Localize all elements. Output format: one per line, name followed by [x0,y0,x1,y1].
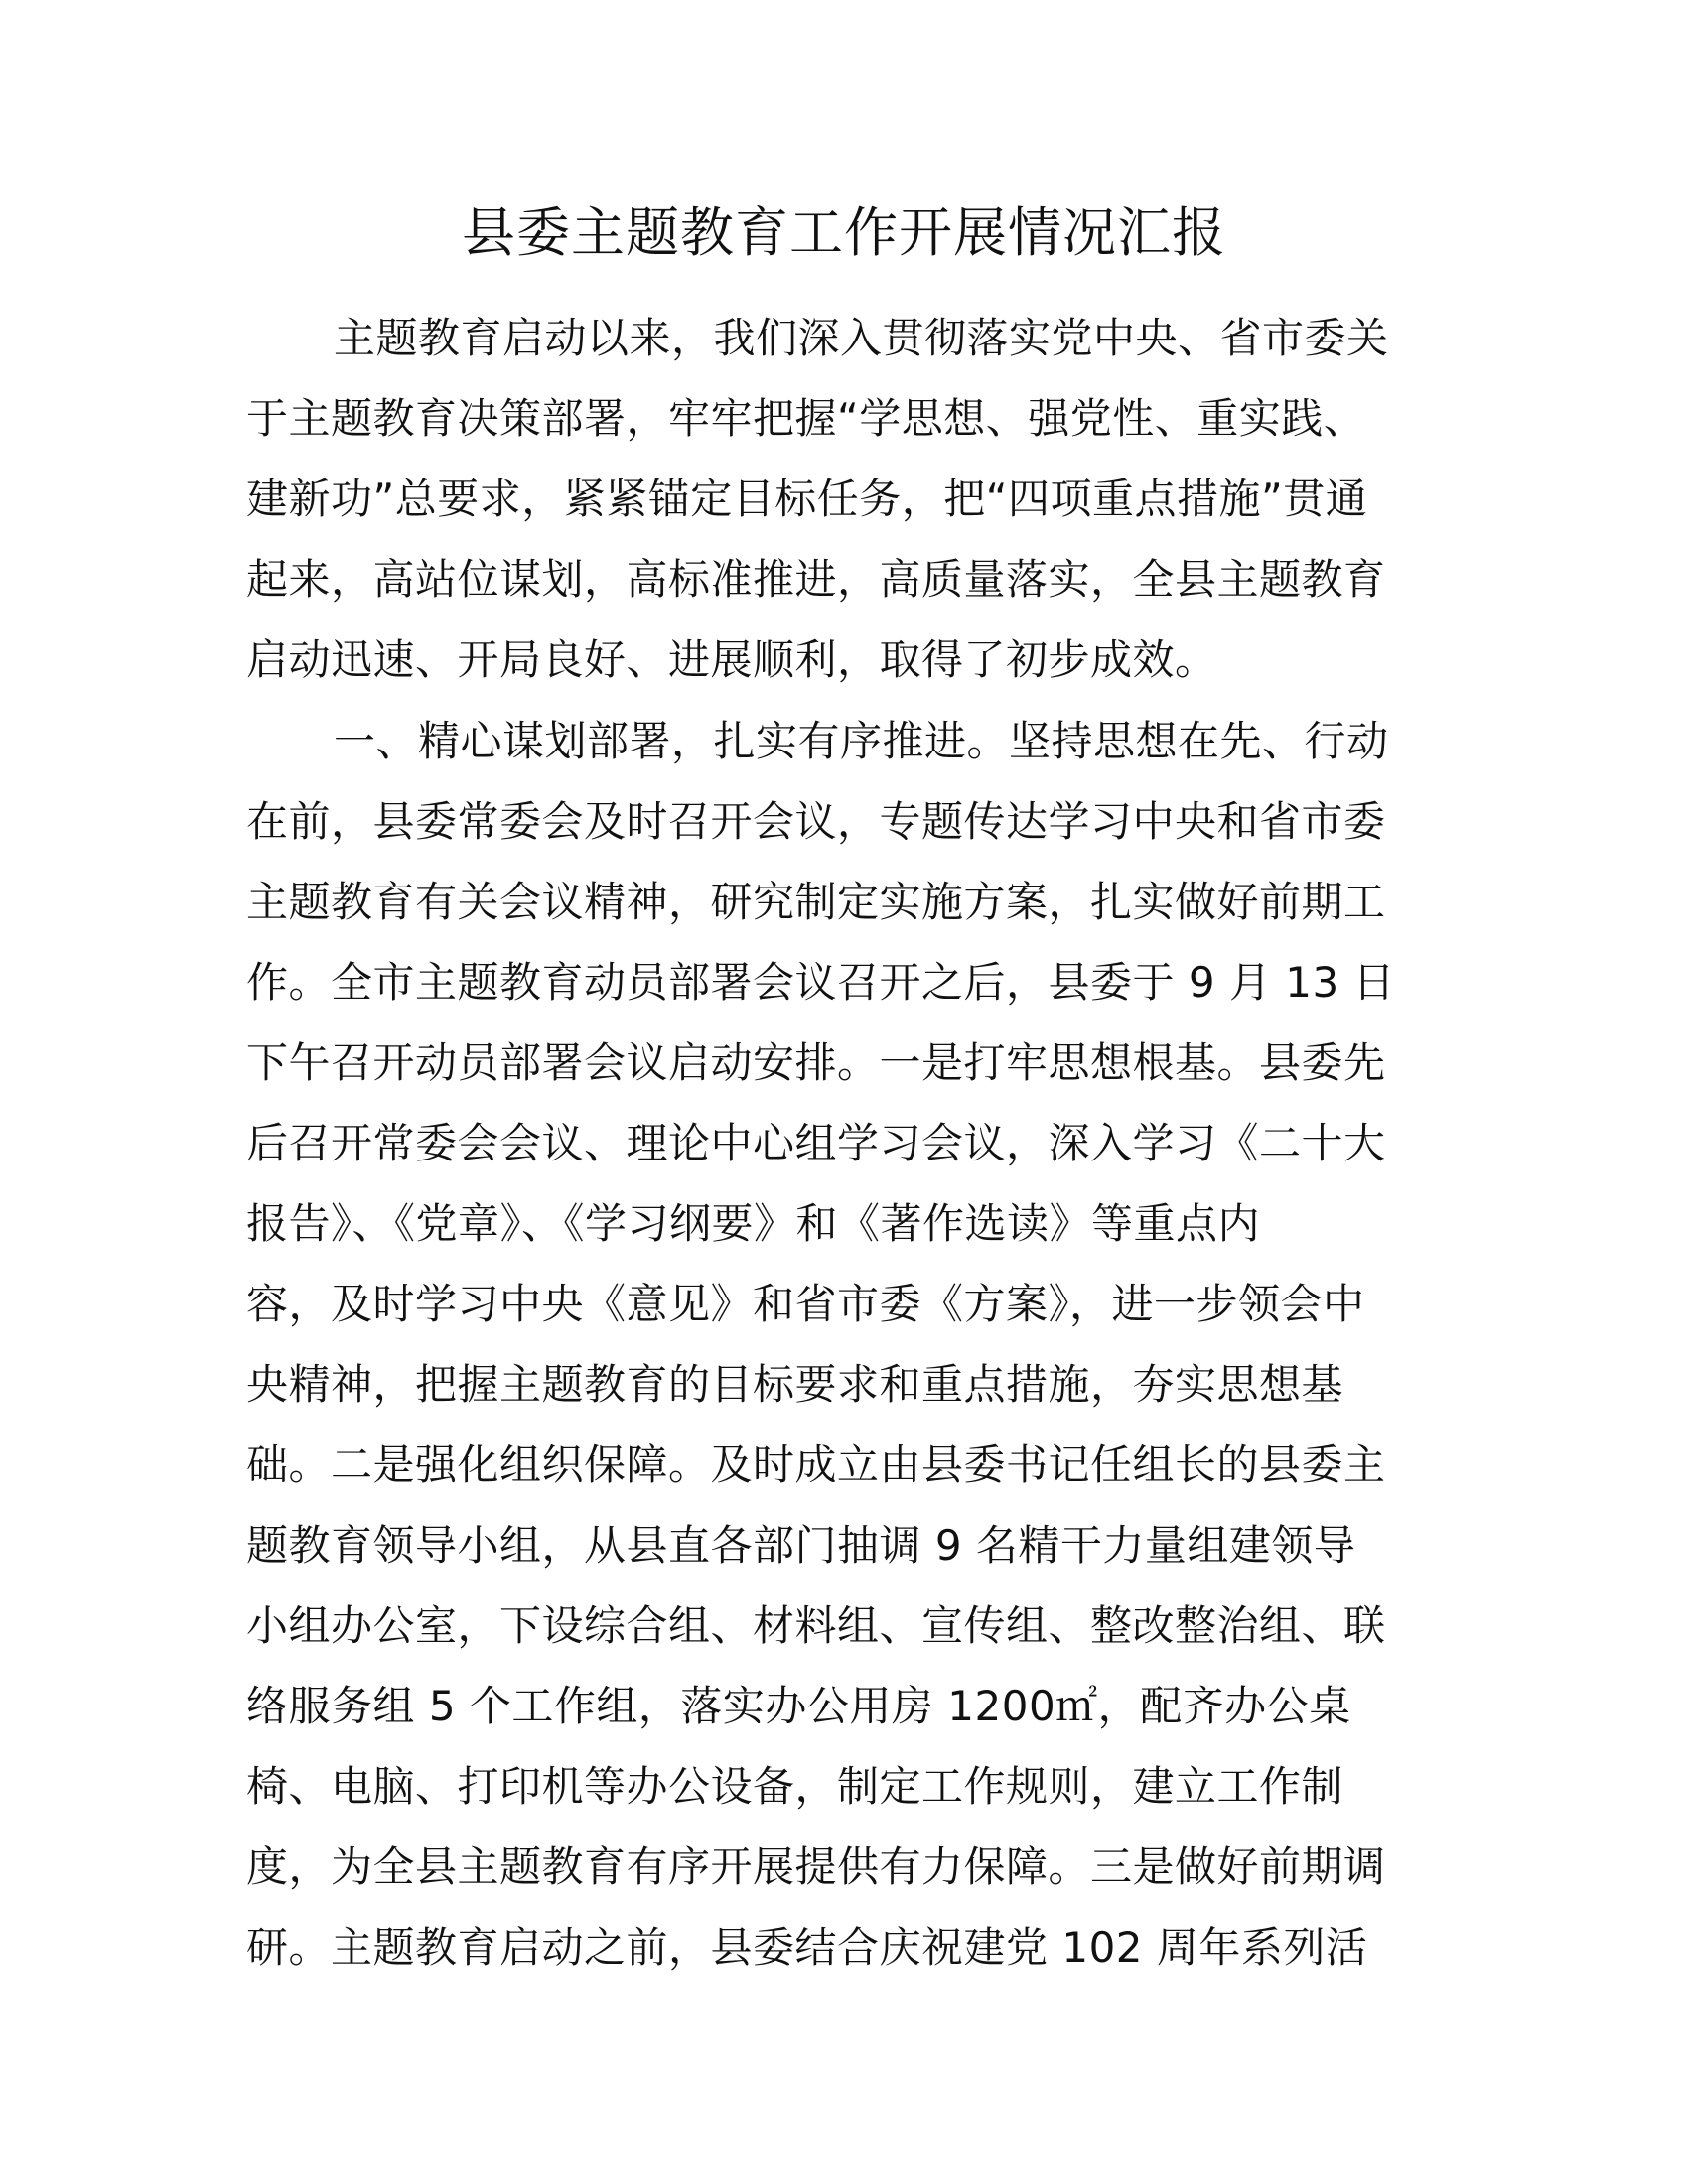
paragraph-line: 央精神，把握主题教育的目标要求和重点措施，夯实思想基 [246,1360,1344,1409]
paragraph-line: 在前，县委常委会及时召开会议，专题传达学习中央和省市委 [246,797,1386,846]
paragraph-section-one [246,701,1442,1987]
paragraph-line: 报告》、《党章》、《学习纲要》和《著作选读》等重点内 [246,1199,1261,1248]
paragraph-line: 础。二是强化组织保障。及时成立由县委书记任组长的县委主 [246,1440,1386,1489]
paragraph-line: 下午召开动员部署会议启动安排。一是打牢思想根基。县委先 [246,1038,1386,1087]
paragraph-line: 题教育领导小组，从县直各部门抽调 9 名精干力量组建领导 [246,1521,1356,1570]
paragraph-line: 度，为全县主题教育有序开展提供有力保障。三是做好前期调 [246,1843,1386,1891]
paragraph-line: 研。主题教育启动之前，县委结合庆祝建党 102 周年系列活 [246,1923,1368,1972]
paragraph-line: 于主题教育决策部署，牢牢把握“学思想、强党性、重实践、 [246,394,1366,443]
paragraph-intro [246,298,1442,700]
paragraph-line: 主题教育启动以来，我们深入贯彻落实党中央、省市委关 [334,314,1389,362]
paragraph-line: 小组办公室，下设综合组、材料组、宣传组、整改整治组、联 [246,1601,1386,1650]
paragraph-line: 主题教育有关会议精神，研究制定实施方案，扎实做好前期工 [246,878,1386,926]
paragraph-line: 起来，高站位谋划，高标准推进，高质量落实，全县主题教育 [246,555,1386,604]
paragraph-line: 椅、电脑、打印机等办公设备，制定工作规则，建立工作制 [246,1762,1344,1811]
paragraph-line: 一、精心谋划部署，扎实有序推进。坚持思想在先、行动 [334,717,1389,765]
paragraph-line: 建新功”总要求，紧紧锚定目标任务，把“四项重点措施”贯通 [246,475,1368,523]
paragraph-line: 容，及时学习中央《意见》和省市委《方案》，进一步领会中 [246,1280,1365,1328]
paragraph-line: 启动迅速、开局良好、进展顺利，取得了初步成效。 [246,635,1217,684]
paragraph-line: 络服务组 5 个工作组，落实办公用房 1200㎡，配齐办公桌 [246,1682,1351,1730]
document-title: 县委主题教育工作开展情况汇报 [462,202,1226,264]
paragraph-line: 作。全市主题教育动员部署会议召开之后，县委于 9 月 13 日 [246,958,1396,1007]
paragraph-line: 后召开常委会会议、理论中心组学习会议，深入学习《二十大 [246,1119,1386,1167]
